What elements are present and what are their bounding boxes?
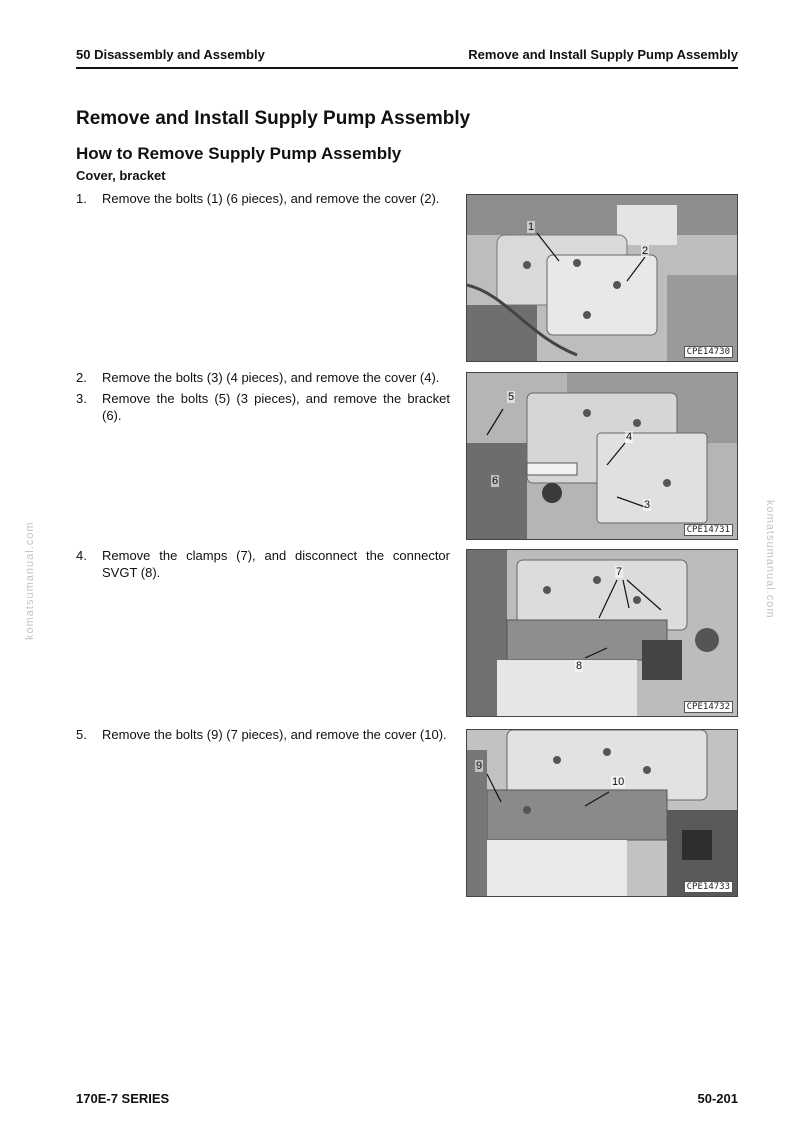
step-text: Remove the bolts (9) (7 pieces), and remove the cover (10). [102,727,447,742]
callout-4: 4 [626,431,633,443]
step-number: 5. [76,727,87,742]
callout-9: 9 [476,760,483,772]
step-1 [76,190,450,207]
step-4 [76,547,450,581]
step-3 [76,390,450,424]
figure-code: CPE14731 [684,524,733,536]
figure-cpe14730 [466,194,738,362]
callout-8: 8 [576,660,583,672]
callout-6: 6 [492,475,499,487]
page-header [76,47,738,69]
watermark-right: komatsumanual.com [764,500,776,619]
figure-cpe14733 [466,729,738,897]
section-heading: Cover, bracket [76,168,166,183]
callout-2: 2 [642,245,649,257]
step-text: Remove the bolts (1) (6 pieces), and remove the cover (2). [102,191,440,206]
footer-page-number: 50-201 [697,1091,738,1106]
step-text: Remove the clamps (7), and disconnect the connector SVGT (8). [102,548,450,580]
step-5 [76,726,450,743]
step-number: 4. [76,548,87,563]
callout-3: 3 [644,499,651,511]
figure-code: CPE14730 [684,346,733,358]
callout-5: 5 [508,391,515,403]
page-title: Remove and Install Supply Pump Assembly [76,108,471,129]
header-topic: Remove and Install Supply Pump Assembly [468,47,738,62]
callout-1: 1 [528,221,535,233]
page-footer [76,1091,738,1106]
header-chapter: 50 Disassembly and Assembly [76,47,265,62]
footer-series: 170E-7 SERIES [76,1091,170,1106]
step-number: 3. [76,391,87,406]
engine-photo-4 [467,730,737,896]
figure-code: CPE14732 [684,701,733,713]
figure-code: CPE14733 [684,881,733,893]
engine-photo-1 [467,195,737,361]
page-subtitle: How to Remove Supply Pump Assembly [76,144,402,163]
figure-cpe14732 [466,549,738,717]
callout-7: 7 [616,566,623,578]
step-text: Remove the bolts (3) (4 pieces), and remove the cover (4). [102,370,440,385]
step-number: 2. [76,370,87,385]
callout-10: 10 [612,776,625,788]
engine-photo-3 [467,550,737,716]
watermark-left: komatsumanual.com [24,521,36,640]
step-2 [76,369,450,386]
step-number: 1. [76,191,87,206]
figure-cpe14731 [466,372,738,540]
step-text: Remove the bolts (5) (3 pieces), and remove the bracket (6). [102,391,450,423]
